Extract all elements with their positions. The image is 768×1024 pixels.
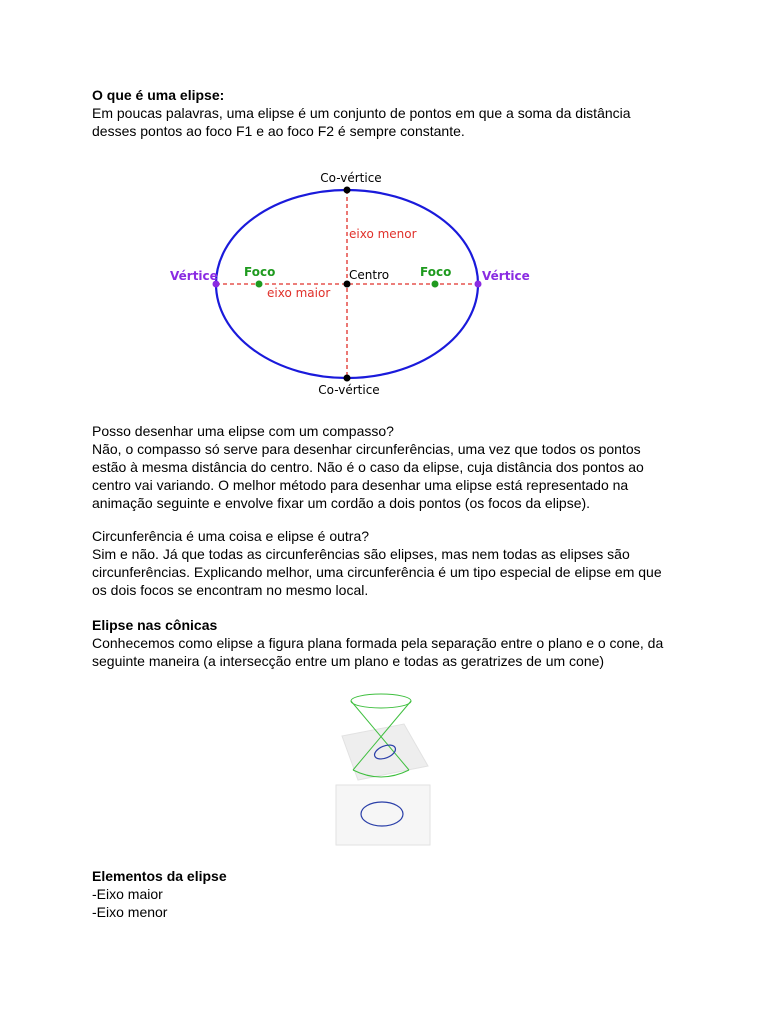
vertex-right-label: Vértice bbox=[482, 269, 530, 283]
co-vertex-bottom-point bbox=[344, 375, 351, 382]
co-vertex-top-point bbox=[344, 187, 351, 194]
vertex-left-label: Vértice bbox=[170, 269, 218, 283]
cone-section-figure bbox=[330, 688, 435, 848]
intro-section bbox=[92, 86, 682, 140]
intro-heading: O que é uma elipse: bbox=[92, 87, 225, 103]
compass-section bbox=[92, 422, 682, 512]
focus-right-point bbox=[432, 281, 439, 288]
ellipse-diagram bbox=[160, 165, 540, 400]
circle-line-3: circunferências. Explicando melhor, uma circunferência é um tipo especial de elipse em que bbox=[92, 564, 662, 580]
focus-left-point bbox=[256, 281, 263, 288]
intro-line-1: Em poucas palavras, uma elipse é um conjunto de pontos em que a soma da distância bbox=[92, 105, 631, 121]
co-vertex-bottom-label: Co-vértice bbox=[318, 383, 380, 397]
conics-line-2: seguinte maneira (a intersecção entre um plano e todas as geratrizes de um cone) bbox=[92, 653, 605, 669]
minor-axis-label: eixo menor bbox=[349, 227, 417, 241]
focus-right-label: Foco bbox=[420, 265, 452, 279]
circle-line-1: Circunferência é uma coisa e elipse é outra? bbox=[92, 528, 370, 544]
major-axis-label: eixo maior bbox=[267, 286, 331, 300]
circle-section bbox=[92, 527, 682, 599]
upper-cone-rim bbox=[351, 694, 411, 708]
compass-line-5: animação seguinte e envolve fixar um cordão a dois pontos (os focos da elipse). bbox=[92, 495, 591, 511]
co-vertex-top-label: Co-vértice bbox=[320, 171, 382, 185]
intro-line-2: desses pontos ao foco F1 e ao foco F2 é sempre constante. bbox=[92, 123, 465, 139]
projection-plane bbox=[336, 785, 430, 845]
compass-line-3: estão à mesma distância do centro. Não é o caso da elipse, cuja distância dos pontos ao bbox=[92, 459, 644, 475]
compass-line-4: centro vai variando. O melhor método para desenhar uma elipse está representado na bbox=[92, 477, 629, 493]
focus-left-label: Foco bbox=[244, 265, 276, 279]
conics-line-1: Conhecemos como elipse a figura plana formada pela separação entre o plano e o cone, da bbox=[92, 635, 664, 651]
elements-heading: Elementos da elipse bbox=[92, 868, 227, 884]
elements-item-2: -Eixo menor bbox=[92, 904, 168, 920]
center-label: Centro bbox=[349, 268, 390, 282]
elements-item-1: -Eixo maior bbox=[92, 886, 163, 902]
circle-line-2: Sim e não. Já que todas as circunferências são elipses, mas nem todas as elipses são bbox=[92, 546, 630, 562]
circle-line-4: os dois focos se encontram no mesmo local. bbox=[92, 582, 369, 598]
vertex-right-point bbox=[475, 281, 482, 288]
conics-section bbox=[92, 616, 682, 670]
compass-line-1: Posso desenhar uma elipse com um compasso? bbox=[92, 423, 394, 439]
elements-section bbox=[92, 867, 682, 921]
conics-heading: Elipse nas cônicas bbox=[92, 617, 218, 633]
compass-line-2: Não, o compasso só serve para desenhar circunferências, uma vez que todos os pontos bbox=[92, 441, 641, 457]
